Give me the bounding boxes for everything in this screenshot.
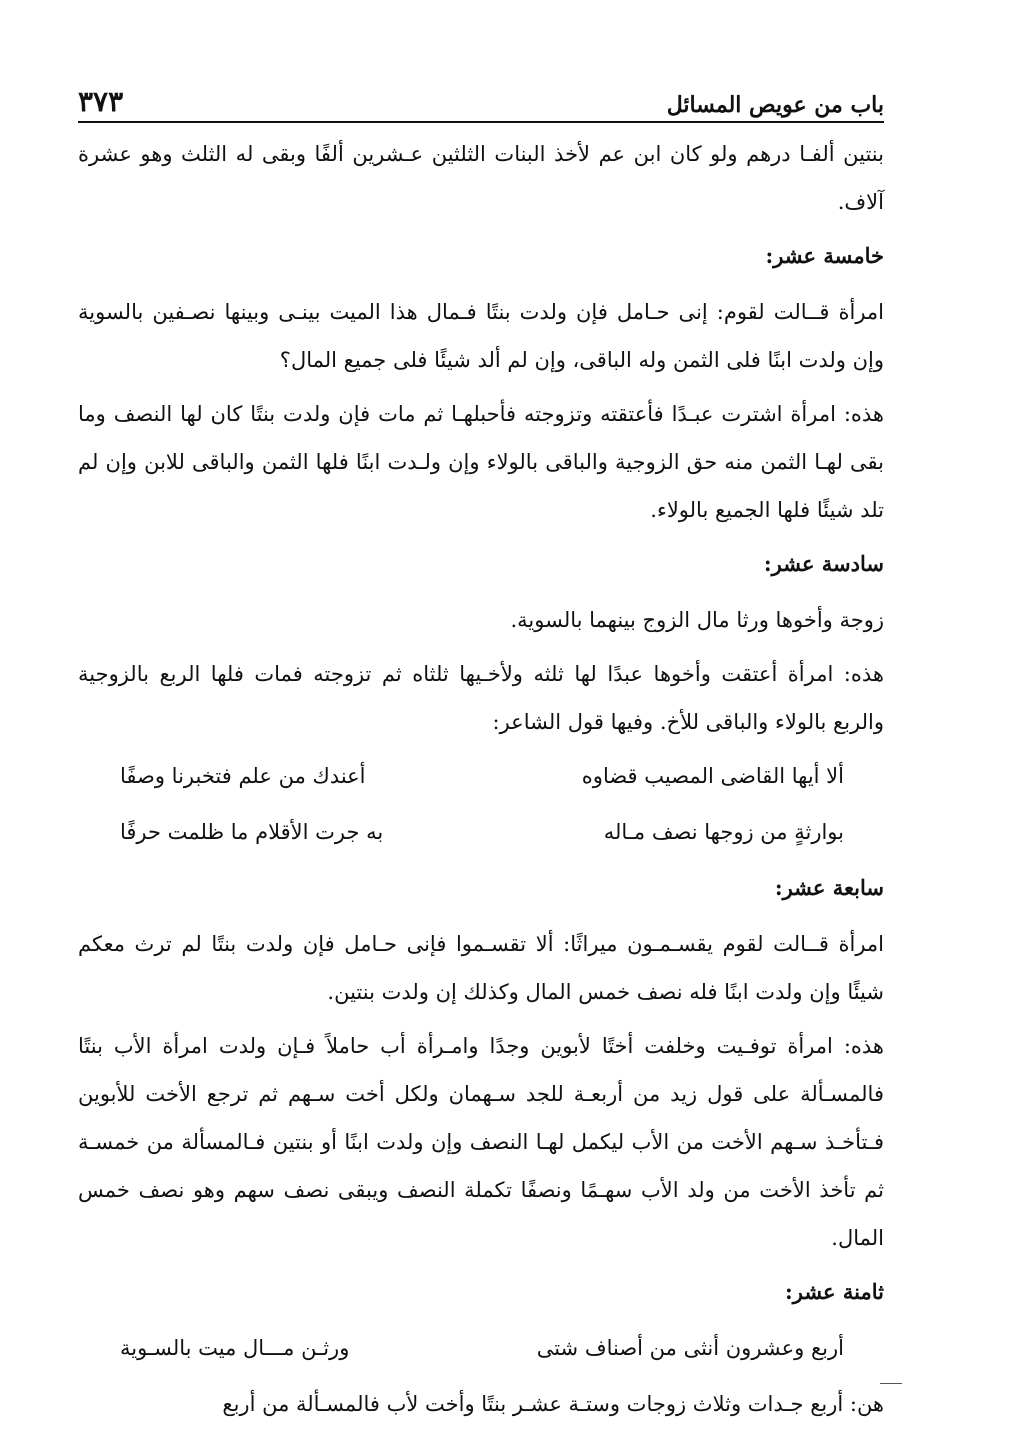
verse-hemistich: أربع وعشرون أنثى من أصناف شتى: [536, 1336, 844, 1360]
running-title: باب من عويص المسائل: [666, 92, 884, 118]
section-heading: خامسة عشر:: [765, 243, 884, 268]
paragraph: هذه: امرأة اشترت عبـدًا فأعتقته وتزوجته فأحبلهـا ثم مات فإن ولدت بنتًا كان لها النصف وما بقى لهـا الثمن منه حق الزوجية والباقى بالولاء وإن ولـدت ابنًا فلها الثمن والباقى للابن وإن لم تلد شيئًا فلها الجميع بالولاء.: [78, 402, 884, 522]
section-heading: ثامنة عشر:: [784, 1279, 884, 1304]
section-heading: سابعة عشر:: [774, 875, 884, 900]
poem-verse: [78, 1324, 884, 1372]
poem-verse: [78, 752, 884, 800]
paragraph: زوجة وأخوها ورثا مال الزوج بينهما بالسوية.: [510, 608, 884, 632]
verse-hemistich: ألا أيها القاضى المصيب قضاوه: [581, 764, 844, 788]
paragraph: امرأة قــالت لقوم يقسـمـون ميراثًا: ألا تقسـموا فإنى حـامل فإن ولدت بنتًا لم ترث معكم شيئًا وإن ولدت ابنًا فله نصف خمس المال وكذلك إن ولدت بنتين.: [78, 932, 884, 1004]
verse-hemistich: ورثـن مـــال ميت بالسـوية: [120, 1336, 350, 1360]
page-body: [78, 130, 884, 1434]
verse-hemistich: أعندك من علم فتخبرنا وصفًا: [120, 764, 366, 788]
paragraph: هن: أربع جـدات وثلاث زوجات وستـة عشـر بنتًا وأخت لأب فالمسـألة من أربع: [222, 1392, 884, 1416]
paragraph: هذه: امرأة أعتقت وأخوها عبدًا لها ثلثه ولأخـيها ثلثاه ثم تزوجته فمات فلها الربع بالزوجية والربع بالولاء والباقى للأخ. وفيها قول الشاعر:: [78, 662, 884, 734]
section-heading: سادسة عشر:: [763, 551, 884, 576]
page-number: ٣٧٣: [78, 85, 124, 118]
header-rule: [78, 121, 884, 123]
paragraph: هذه: امرأة توفـيت وخلفت أختًا لأبوين وجدًا وامـرأة أب حاملاً فـإن ولدت امرأة الأب بنتًا فالمسـألة على قول زيد من أربعـة للجد سـهمان ولكل أخت سـهم ثم ترجع الأخت للأبوين فـتأخـذ سـهم الأخت من الأب ليكمل لهـا النصف وإن ولدت ابنًا أو بنتين فـالمسألة من خمسـة ثم تأخذ الأخت من ولد الأب سهـمًا ونصفًا تكملة النصف ويبقى نصف سهم وهو نصف خمس المال.: [78, 1034, 884, 1250]
verse-hemistich: بوارثةٍ من زوجها نصف مـاله: [603, 820, 844, 844]
poem-verse: [78, 808, 884, 856]
paragraph: بنتين ألفـا درهم ولو كان ابن عم لأخذ البنات الثلثين عـشرين ألفًا وبقى له الثلث وهو عشرة آلاف.: [78, 142, 884, 214]
page-header: [78, 78, 884, 118]
footer-mark: [880, 1383, 902, 1384]
paragraph: امرأة قــالت لقوم: إنى حـامل فإن ولدت بنتًا فـمال هذا الميت بينـى وبينها نصـفين بالسوية وإن ولدت ابنًا فلى الثمن وله الباقى، وإن لم ألد شيئًا فلى جميع المال؟: [78, 300, 884, 372]
verse-hemistich: به جرت الأقلام ما ظلمت حرفًا: [120, 820, 384, 844]
